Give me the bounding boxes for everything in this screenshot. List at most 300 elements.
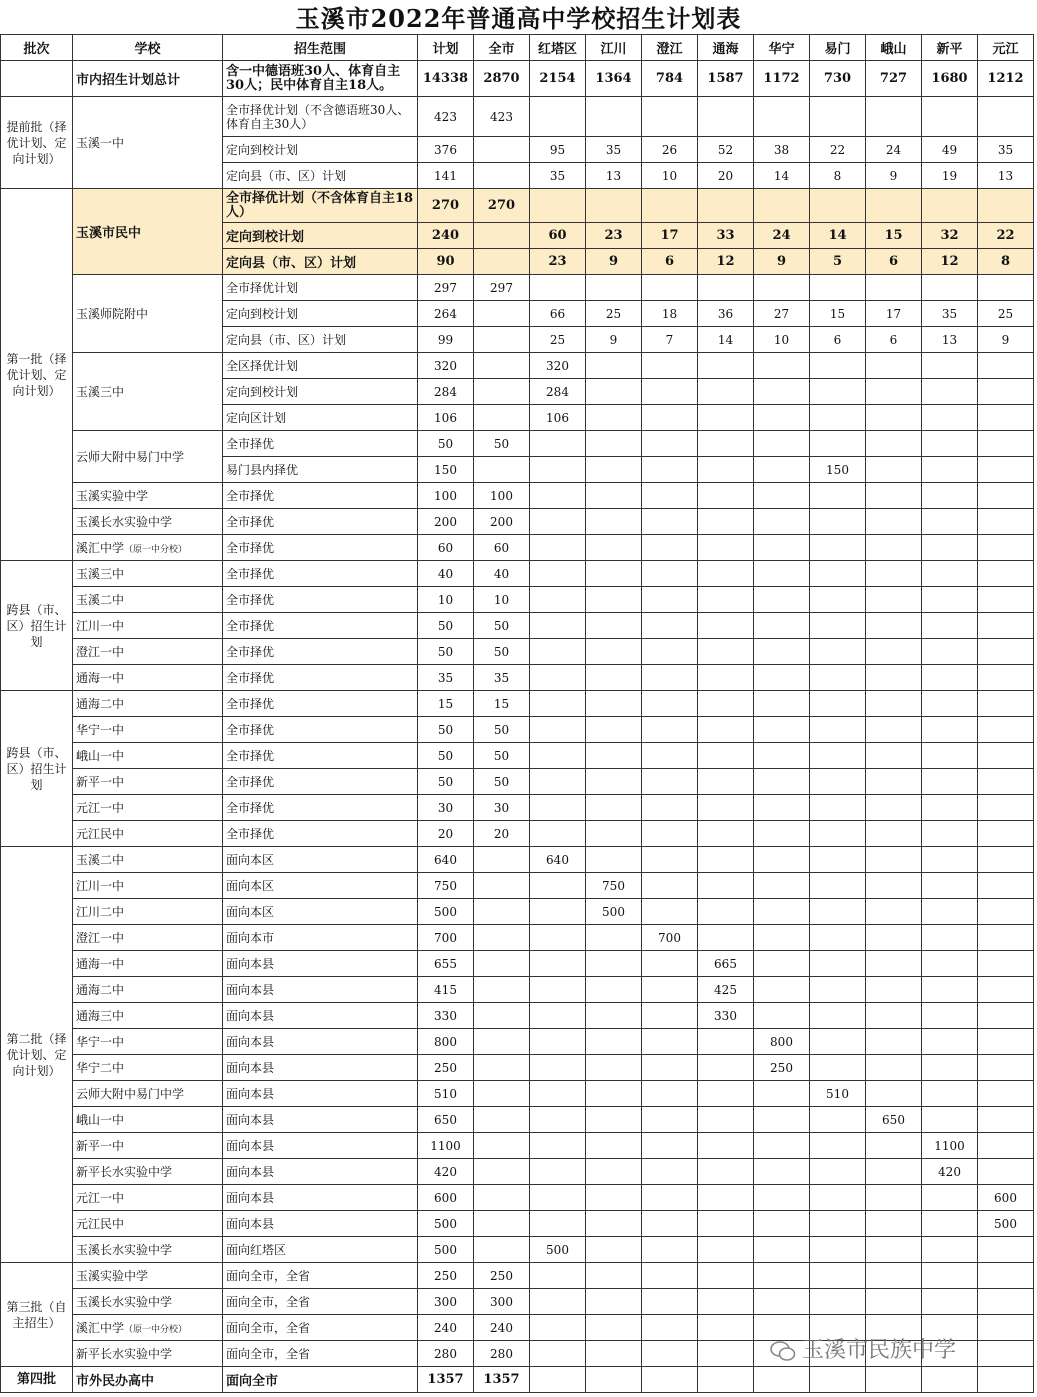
value-cell bbox=[530, 977, 586, 1003]
value-cell bbox=[866, 353, 922, 379]
value-cell: 33 bbox=[698, 223, 754, 249]
table-body bbox=[1, 35, 1034, 1393]
value-cell bbox=[810, 561, 866, 587]
value-cell bbox=[474, 1003, 530, 1029]
value-cell bbox=[530, 97, 586, 137]
value-cell bbox=[586, 639, 642, 665]
value-cell bbox=[810, 1211, 866, 1237]
value-cell: 284 bbox=[418, 379, 474, 405]
value-cell bbox=[754, 509, 810, 535]
value-cell bbox=[586, 1107, 642, 1133]
value-cell bbox=[642, 1029, 698, 1055]
school-cell: 玉溪市民中 bbox=[73, 189, 223, 275]
value-cell: 423 bbox=[474, 97, 530, 137]
value-cell bbox=[586, 1315, 642, 1341]
value-cell bbox=[754, 795, 810, 821]
value-cell bbox=[642, 743, 698, 769]
value-cell bbox=[754, 1133, 810, 1159]
header-cell: 全市 bbox=[474, 35, 530, 61]
value-cell bbox=[978, 483, 1034, 509]
value-cell bbox=[922, 925, 978, 951]
batch-cell: 提前批（择优计划、定向计划） bbox=[1, 97, 73, 189]
value-cell bbox=[810, 665, 866, 691]
value-cell bbox=[642, 847, 698, 873]
value-cell bbox=[866, 977, 922, 1003]
value-cell bbox=[530, 561, 586, 587]
value-cell bbox=[530, 1289, 586, 1315]
value-cell bbox=[866, 379, 922, 405]
value-cell: 500 bbox=[418, 1211, 474, 1237]
table-row bbox=[1, 535, 1034, 561]
value-cell bbox=[586, 1081, 642, 1107]
value-cell bbox=[474, 1081, 530, 1107]
value-cell bbox=[474, 405, 530, 431]
value-cell: 330 bbox=[418, 1003, 474, 1029]
header-cell: 通海 bbox=[698, 35, 754, 61]
value-cell bbox=[586, 457, 642, 483]
value-cell bbox=[530, 1133, 586, 1159]
value-cell bbox=[866, 97, 922, 137]
value-cell bbox=[866, 457, 922, 483]
value-cell bbox=[642, 665, 698, 691]
value-cell bbox=[978, 1289, 1034, 1315]
value-cell bbox=[642, 691, 698, 717]
value-cell: 415 bbox=[418, 977, 474, 1003]
value-cell bbox=[922, 275, 978, 301]
scope-cell: 全市择优 bbox=[223, 769, 418, 795]
header-cell: 学校 bbox=[73, 35, 223, 61]
value-cell bbox=[810, 1159, 866, 1185]
value-cell: 6 bbox=[866, 249, 922, 275]
batch-cell: 第四批 bbox=[1, 1367, 73, 1393]
school-cell: 华宁一中 bbox=[73, 717, 223, 743]
value-cell bbox=[586, 509, 642, 535]
value-cell bbox=[530, 717, 586, 743]
value-cell bbox=[474, 163, 530, 189]
value-cell: 38 bbox=[754, 137, 810, 163]
value-cell bbox=[698, 275, 754, 301]
value-cell bbox=[754, 189, 810, 223]
value-cell: 35 bbox=[586, 137, 642, 163]
value-cell: 510 bbox=[810, 1081, 866, 1107]
value-cell bbox=[922, 613, 978, 639]
value-cell: 35 bbox=[978, 137, 1034, 163]
value-cell: 15 bbox=[418, 691, 474, 717]
value-cell bbox=[754, 1107, 810, 1133]
value-cell bbox=[810, 1029, 866, 1055]
scope-cell: 全市择优 bbox=[223, 691, 418, 717]
scope-cell: 定向到校计划 bbox=[223, 301, 418, 327]
value-cell bbox=[978, 1003, 1034, 1029]
value-cell bbox=[642, 1263, 698, 1289]
school-cell: 玉溪二中 bbox=[73, 587, 223, 613]
value-cell bbox=[530, 1029, 586, 1055]
value-cell: 1100 bbox=[922, 1133, 978, 1159]
value-cell bbox=[698, 1185, 754, 1211]
value-cell bbox=[978, 509, 1034, 535]
value-cell: 60 bbox=[418, 535, 474, 561]
value-cell: 240 bbox=[418, 1315, 474, 1341]
value-cell: 640 bbox=[530, 847, 586, 873]
value-cell bbox=[642, 1237, 698, 1263]
value-cell bbox=[642, 639, 698, 665]
value-cell: 24 bbox=[754, 223, 810, 249]
header-cell: 华宁 bbox=[754, 35, 810, 61]
value-cell bbox=[698, 1133, 754, 1159]
value-cell bbox=[642, 1367, 698, 1393]
value-cell: 32 bbox=[922, 223, 978, 249]
value-cell bbox=[978, 457, 1034, 483]
value-cell bbox=[530, 1159, 586, 1185]
value-cell bbox=[586, 821, 642, 847]
value-cell bbox=[978, 189, 1034, 223]
header-cell: 新平 bbox=[922, 35, 978, 61]
scope-cell: 定向县（市、区）计划 bbox=[223, 163, 418, 189]
value-cell bbox=[474, 1237, 530, 1263]
value-cell bbox=[810, 925, 866, 951]
value-cell bbox=[922, 1107, 978, 1133]
value-cell bbox=[586, 613, 642, 639]
value-cell bbox=[866, 613, 922, 639]
value-cell: 600 bbox=[978, 1185, 1034, 1211]
value-cell bbox=[698, 691, 754, 717]
value-cell bbox=[698, 1159, 754, 1185]
value-cell bbox=[866, 431, 922, 457]
scope-cell: 面向本县 bbox=[223, 1133, 418, 1159]
school-name: 溪汇中学 bbox=[76, 1321, 125, 1335]
value-cell bbox=[866, 925, 922, 951]
value-cell: 9 bbox=[754, 249, 810, 275]
value-cell bbox=[642, 97, 698, 137]
value-cell: 60 bbox=[530, 223, 586, 249]
value-cell bbox=[866, 483, 922, 509]
value-cell: 425 bbox=[698, 977, 754, 1003]
value-cell bbox=[586, 769, 642, 795]
value-cell bbox=[586, 1211, 642, 1237]
value-cell bbox=[642, 353, 698, 379]
value-cell bbox=[754, 613, 810, 639]
scope-cell: 全市择优 bbox=[223, 795, 418, 821]
school-name: 溪汇中学 bbox=[76, 541, 125, 555]
value-cell bbox=[810, 717, 866, 743]
value-cell bbox=[474, 1185, 530, 1211]
header-cell: 红塔区 bbox=[530, 35, 586, 61]
value-cell bbox=[978, 847, 1034, 873]
table-row bbox=[1, 1185, 1034, 1211]
value-cell bbox=[866, 873, 922, 899]
value-cell bbox=[642, 509, 698, 535]
table-row bbox=[1, 847, 1034, 873]
value-cell bbox=[922, 977, 978, 1003]
value-cell: 23 bbox=[586, 223, 642, 249]
value-cell bbox=[922, 1237, 978, 1263]
value-cell bbox=[642, 873, 698, 899]
scope-cell: 面向本县 bbox=[223, 1159, 418, 1185]
header-cell: 计划 bbox=[418, 35, 474, 61]
school-cell: 玉溪师院附中 bbox=[73, 275, 223, 353]
value-cell bbox=[474, 847, 530, 873]
value-cell bbox=[586, 405, 642, 431]
value-cell bbox=[698, 457, 754, 483]
value-cell bbox=[810, 405, 866, 431]
value-cell bbox=[978, 1159, 1034, 1185]
value-cell bbox=[474, 977, 530, 1003]
value-cell bbox=[474, 1133, 530, 1159]
table-row bbox=[1, 275, 1034, 301]
value-cell bbox=[698, 483, 754, 509]
value-cell: 14 bbox=[698, 327, 754, 353]
table-row bbox=[1, 1289, 1034, 1315]
value-cell bbox=[642, 1341, 698, 1367]
value-cell bbox=[922, 1055, 978, 1081]
value-cell: 800 bbox=[754, 1029, 810, 1055]
value-cell bbox=[810, 1107, 866, 1133]
value-cell: 200 bbox=[474, 509, 530, 535]
value-cell bbox=[810, 821, 866, 847]
value-cell bbox=[474, 1107, 530, 1133]
value-cell bbox=[530, 1315, 586, 1341]
value-cell bbox=[586, 1133, 642, 1159]
value-cell bbox=[642, 405, 698, 431]
scope-cell: 全市择优 bbox=[223, 613, 418, 639]
value-cell bbox=[586, 431, 642, 457]
value-cell bbox=[698, 639, 754, 665]
value-cell bbox=[642, 189, 698, 223]
value-cell bbox=[530, 275, 586, 301]
value-cell bbox=[810, 431, 866, 457]
value-cell bbox=[586, 1159, 642, 1185]
value-cell bbox=[698, 189, 754, 223]
value-cell bbox=[922, 483, 978, 509]
value-cell: 13 bbox=[978, 163, 1034, 189]
scope-cell: 全市择优 bbox=[223, 639, 418, 665]
value-cell bbox=[754, 1263, 810, 1289]
value-cell bbox=[754, 535, 810, 561]
value-cell: 500 bbox=[418, 899, 474, 925]
value-cell: 30 bbox=[474, 795, 530, 821]
value-cell: 1172 bbox=[754, 61, 810, 97]
value-cell bbox=[978, 743, 1034, 769]
value-cell bbox=[698, 1289, 754, 1315]
value-cell bbox=[754, 483, 810, 509]
school-cell bbox=[73, 1315, 223, 1341]
scope-cell: 面向本县 bbox=[223, 1003, 418, 1029]
value-cell bbox=[810, 1289, 866, 1315]
value-cell bbox=[586, 925, 642, 951]
value-cell: 6 bbox=[810, 327, 866, 353]
value-cell bbox=[978, 405, 1034, 431]
value-cell bbox=[922, 1003, 978, 1029]
value-cell: 9 bbox=[586, 249, 642, 275]
value-cell: 150 bbox=[810, 457, 866, 483]
value-cell: 200 bbox=[418, 509, 474, 535]
value-cell: 665 bbox=[698, 951, 754, 977]
table-row bbox=[1, 353, 1034, 379]
value-cell bbox=[922, 1185, 978, 1211]
value-cell bbox=[866, 1003, 922, 1029]
value-cell bbox=[698, 1211, 754, 1237]
value-cell bbox=[754, 587, 810, 613]
value-cell bbox=[754, 457, 810, 483]
value-cell: 10 bbox=[642, 163, 698, 189]
value-cell: 35 bbox=[474, 665, 530, 691]
value-cell bbox=[586, 587, 642, 613]
scope-cell: 定向到校计划 bbox=[223, 379, 418, 405]
value-cell: 750 bbox=[586, 873, 642, 899]
value-cell bbox=[530, 535, 586, 561]
value-cell: 60 bbox=[474, 535, 530, 561]
value-cell: 40 bbox=[474, 561, 530, 587]
school-cell: 元江民中 bbox=[73, 821, 223, 847]
school-cell: 澄江一中 bbox=[73, 925, 223, 951]
value-cell: 20 bbox=[418, 821, 474, 847]
value-cell bbox=[922, 951, 978, 977]
value-cell bbox=[754, 951, 810, 977]
value-cell: 320 bbox=[418, 353, 474, 379]
value-cell: 35 bbox=[530, 163, 586, 189]
page-title: 玉溪市2022年普通高中学校招生计划表 bbox=[295, 4, 742, 33]
value-cell: 270 bbox=[418, 189, 474, 223]
value-cell bbox=[978, 587, 1034, 613]
value-cell bbox=[754, 1211, 810, 1237]
school-cell bbox=[73, 535, 223, 561]
value-cell bbox=[586, 483, 642, 509]
value-cell bbox=[474, 1055, 530, 1081]
value-cell bbox=[754, 639, 810, 665]
school-cell: 新平长水实验中学 bbox=[73, 1341, 223, 1367]
table-row bbox=[1, 795, 1034, 821]
school-cell: 通海二中 bbox=[73, 691, 223, 717]
value-cell bbox=[642, 1055, 698, 1081]
value-cell bbox=[866, 639, 922, 665]
value-cell bbox=[586, 1185, 642, 1211]
value-cell bbox=[586, 561, 642, 587]
value-cell bbox=[922, 899, 978, 925]
school-cell: 新平长水实验中学 bbox=[73, 1159, 223, 1185]
scope-cell: 全市择优 bbox=[223, 717, 418, 743]
value-cell bbox=[866, 1237, 922, 1263]
value-cell bbox=[530, 769, 586, 795]
value-cell bbox=[642, 899, 698, 925]
value-cell bbox=[698, 769, 754, 795]
value-cell: 9 bbox=[866, 163, 922, 189]
value-cell: 15 bbox=[810, 301, 866, 327]
value-cell: 2870 bbox=[474, 61, 530, 97]
table-row bbox=[1, 1263, 1034, 1289]
scope-cell: 面向本区 bbox=[223, 899, 418, 925]
value-cell: 250 bbox=[474, 1263, 530, 1289]
value-cell bbox=[922, 1263, 978, 1289]
value-cell bbox=[586, 1055, 642, 1081]
value-cell: 50 bbox=[418, 743, 474, 769]
value-cell: 1100 bbox=[418, 1133, 474, 1159]
table-row bbox=[1, 1029, 1034, 1055]
value-cell bbox=[754, 1159, 810, 1185]
scope-cell: 面向本县 bbox=[223, 977, 418, 1003]
value-cell: 150 bbox=[418, 457, 474, 483]
batch-cell: 跨县（市、区）招生计划 bbox=[1, 691, 73, 847]
value-cell bbox=[978, 899, 1034, 925]
value-cell bbox=[922, 795, 978, 821]
value-cell bbox=[474, 1211, 530, 1237]
batch-cell: 第一批（择优计划、定向计划） bbox=[1, 189, 73, 561]
value-cell: 23 bbox=[530, 249, 586, 275]
value-cell bbox=[866, 275, 922, 301]
value-cell bbox=[922, 691, 978, 717]
value-cell bbox=[922, 743, 978, 769]
scope-cell: 面向本县 bbox=[223, 1081, 418, 1107]
school-cell: 澄江一中 bbox=[73, 639, 223, 665]
scope-cell: 全市择优计划（不含德语班30人、体育自主30人） bbox=[223, 97, 418, 137]
value-cell bbox=[866, 951, 922, 977]
value-cell bbox=[978, 1107, 1034, 1133]
value-cell bbox=[530, 189, 586, 223]
value-cell bbox=[810, 1263, 866, 1289]
table-row bbox=[1, 587, 1034, 613]
scope-cell: 定向到校计划 bbox=[223, 223, 418, 249]
value-cell: 264 bbox=[418, 301, 474, 327]
value-cell bbox=[978, 1315, 1034, 1341]
value-cell bbox=[978, 97, 1034, 137]
header-cell: 批次 bbox=[1, 35, 73, 61]
enrollment-plan-table bbox=[0, 34, 1034, 1393]
value-cell bbox=[530, 925, 586, 951]
scope-cell: 面向本县 bbox=[223, 1185, 418, 1211]
table-row bbox=[1, 665, 1034, 691]
value-cell bbox=[754, 405, 810, 431]
school-cell: 玉溪实验中学 bbox=[73, 483, 223, 509]
school-cell: 华宁一中 bbox=[73, 1029, 223, 1055]
school-cell: 云师大附中易门中学 bbox=[73, 1081, 223, 1107]
header-cell: 江川 bbox=[586, 35, 642, 61]
value-cell bbox=[698, 379, 754, 405]
value-cell bbox=[642, 275, 698, 301]
value-cell bbox=[754, 1289, 810, 1315]
value-cell: 95 bbox=[530, 137, 586, 163]
value-cell bbox=[530, 873, 586, 899]
value-cell bbox=[586, 379, 642, 405]
value-cell bbox=[530, 1341, 586, 1367]
table-row bbox=[1, 509, 1034, 535]
school-cell: 峨山一中 bbox=[73, 743, 223, 769]
value-cell bbox=[698, 873, 754, 899]
value-cell bbox=[978, 1081, 1034, 1107]
scope-cell: 全市择优 bbox=[223, 665, 418, 691]
value-cell: 13 bbox=[922, 327, 978, 353]
school-cell: 江川一中 bbox=[73, 613, 223, 639]
value-cell bbox=[978, 665, 1034, 691]
scope-cell: 含一中德语班30人、体育自主30人；民中体育自主18人。 bbox=[223, 61, 418, 97]
value-cell bbox=[754, 1185, 810, 1211]
value-cell bbox=[698, 509, 754, 535]
value-cell bbox=[866, 1211, 922, 1237]
value-cell: 52 bbox=[698, 137, 754, 163]
value-cell bbox=[642, 1289, 698, 1315]
value-cell bbox=[922, 1081, 978, 1107]
value-cell bbox=[530, 1367, 586, 1393]
value-cell bbox=[978, 873, 1034, 899]
school-cell: 元江一中 bbox=[73, 1185, 223, 1211]
table-row bbox=[1, 769, 1034, 795]
school-note: （原一中分校） bbox=[124, 1325, 188, 1335]
value-cell bbox=[530, 613, 586, 639]
value-cell bbox=[866, 1159, 922, 1185]
value-cell bbox=[586, 951, 642, 977]
school-cell: 元江一中 bbox=[73, 795, 223, 821]
value-cell: 50 bbox=[418, 613, 474, 639]
scope-cell: 全市择优 bbox=[223, 821, 418, 847]
value-cell bbox=[530, 691, 586, 717]
